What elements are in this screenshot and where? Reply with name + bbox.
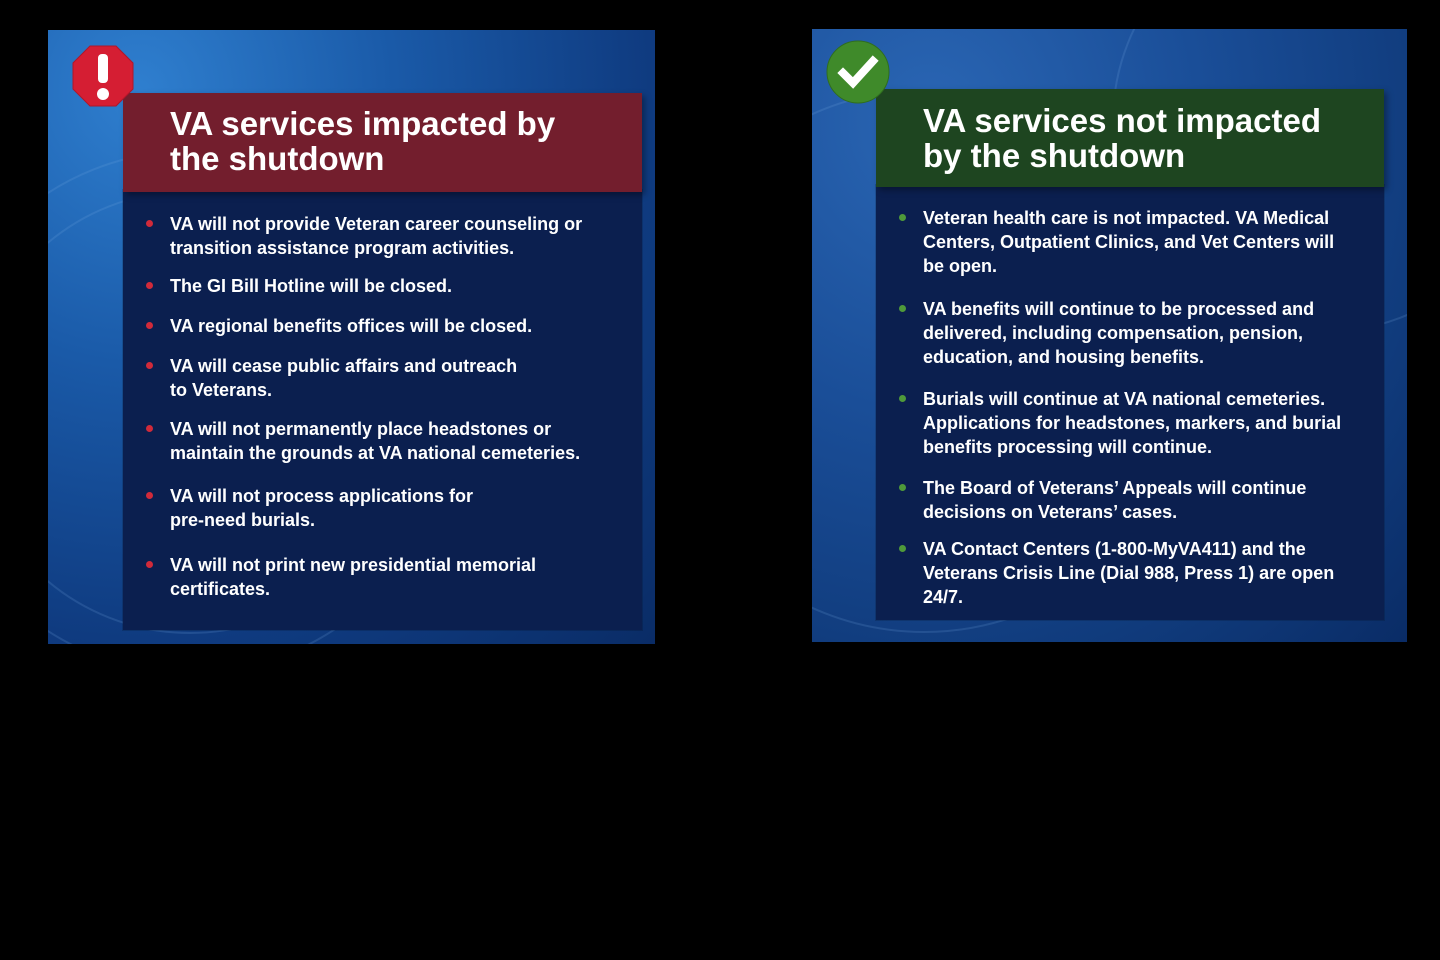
not-impacted-services-card (812, 29, 1407, 642)
checkmark-circle-icon (826, 40, 890, 104)
bullet-dot (899, 305, 906, 312)
bullet-dot (146, 561, 153, 568)
bullet-dot (899, 484, 906, 491)
list-item: VA regional benefits offices will be closed. (123, 314, 642, 338)
impacted-title-banner (123, 93, 642, 192)
impacted-title: VA services impacted by the shutdown (170, 105, 556, 177)
impacted-list (123, 212, 642, 601)
list-item: VA will not provide Veteran career counseling or transition assistance program activities. (123, 212, 642, 260)
bullet-dot (146, 322, 153, 329)
bullet-dot (899, 214, 906, 221)
impacted-services-card (48, 30, 655, 644)
not-impacted-title: VA services not impacted by the shutdown (923, 102, 1321, 174)
list-item: VA benefits will continue to be processed and delivered, including compensation, pension, education, and housing benefits. (876, 297, 1384, 369)
list-item: Veteran health care is not impacted. VA Medical Centers, Outpatient Clinics, and Vet Centers will be open. (876, 206, 1384, 278)
list-item: The GI Bill Hotline will be closed. (123, 274, 642, 298)
exclamation-octagon-icon (71, 44, 135, 108)
list-item: VA will cease public affairs and outreach to Veterans. (123, 354, 642, 402)
bullet-dot (146, 282, 153, 289)
list-item: VA will not process applications for pre-need burials. (123, 484, 642, 532)
bullet-dot (146, 492, 153, 499)
not-impacted-list (876, 206, 1384, 609)
bullet-dot (146, 425, 153, 432)
list-item: Burials will continue at VA national cemeteries. Applications for headstones, markers, and burial benefits processing will continue. (876, 387, 1384, 459)
bullet-dot (899, 395, 906, 402)
list-item: VA will not print new presidential memorial certificates. (123, 553, 642, 601)
bullet-dot (146, 220, 153, 227)
list-item: VA Contact Centers (1-800-MyVA411) and the Veterans Crisis Line (Dial 988, Press 1) are open 24/7. (876, 537, 1384, 609)
list-item: VA will not permanently place headstones or maintain the grounds at VA national cemeteries. (123, 417, 642, 465)
not-impacted-title-banner (876, 89, 1384, 187)
bullet-dot (899, 545, 906, 552)
list-item: The Board of Veterans’ Appeals will continue decisions on Veterans’ cases. (876, 476, 1384, 524)
bullet-dot (146, 362, 153, 369)
